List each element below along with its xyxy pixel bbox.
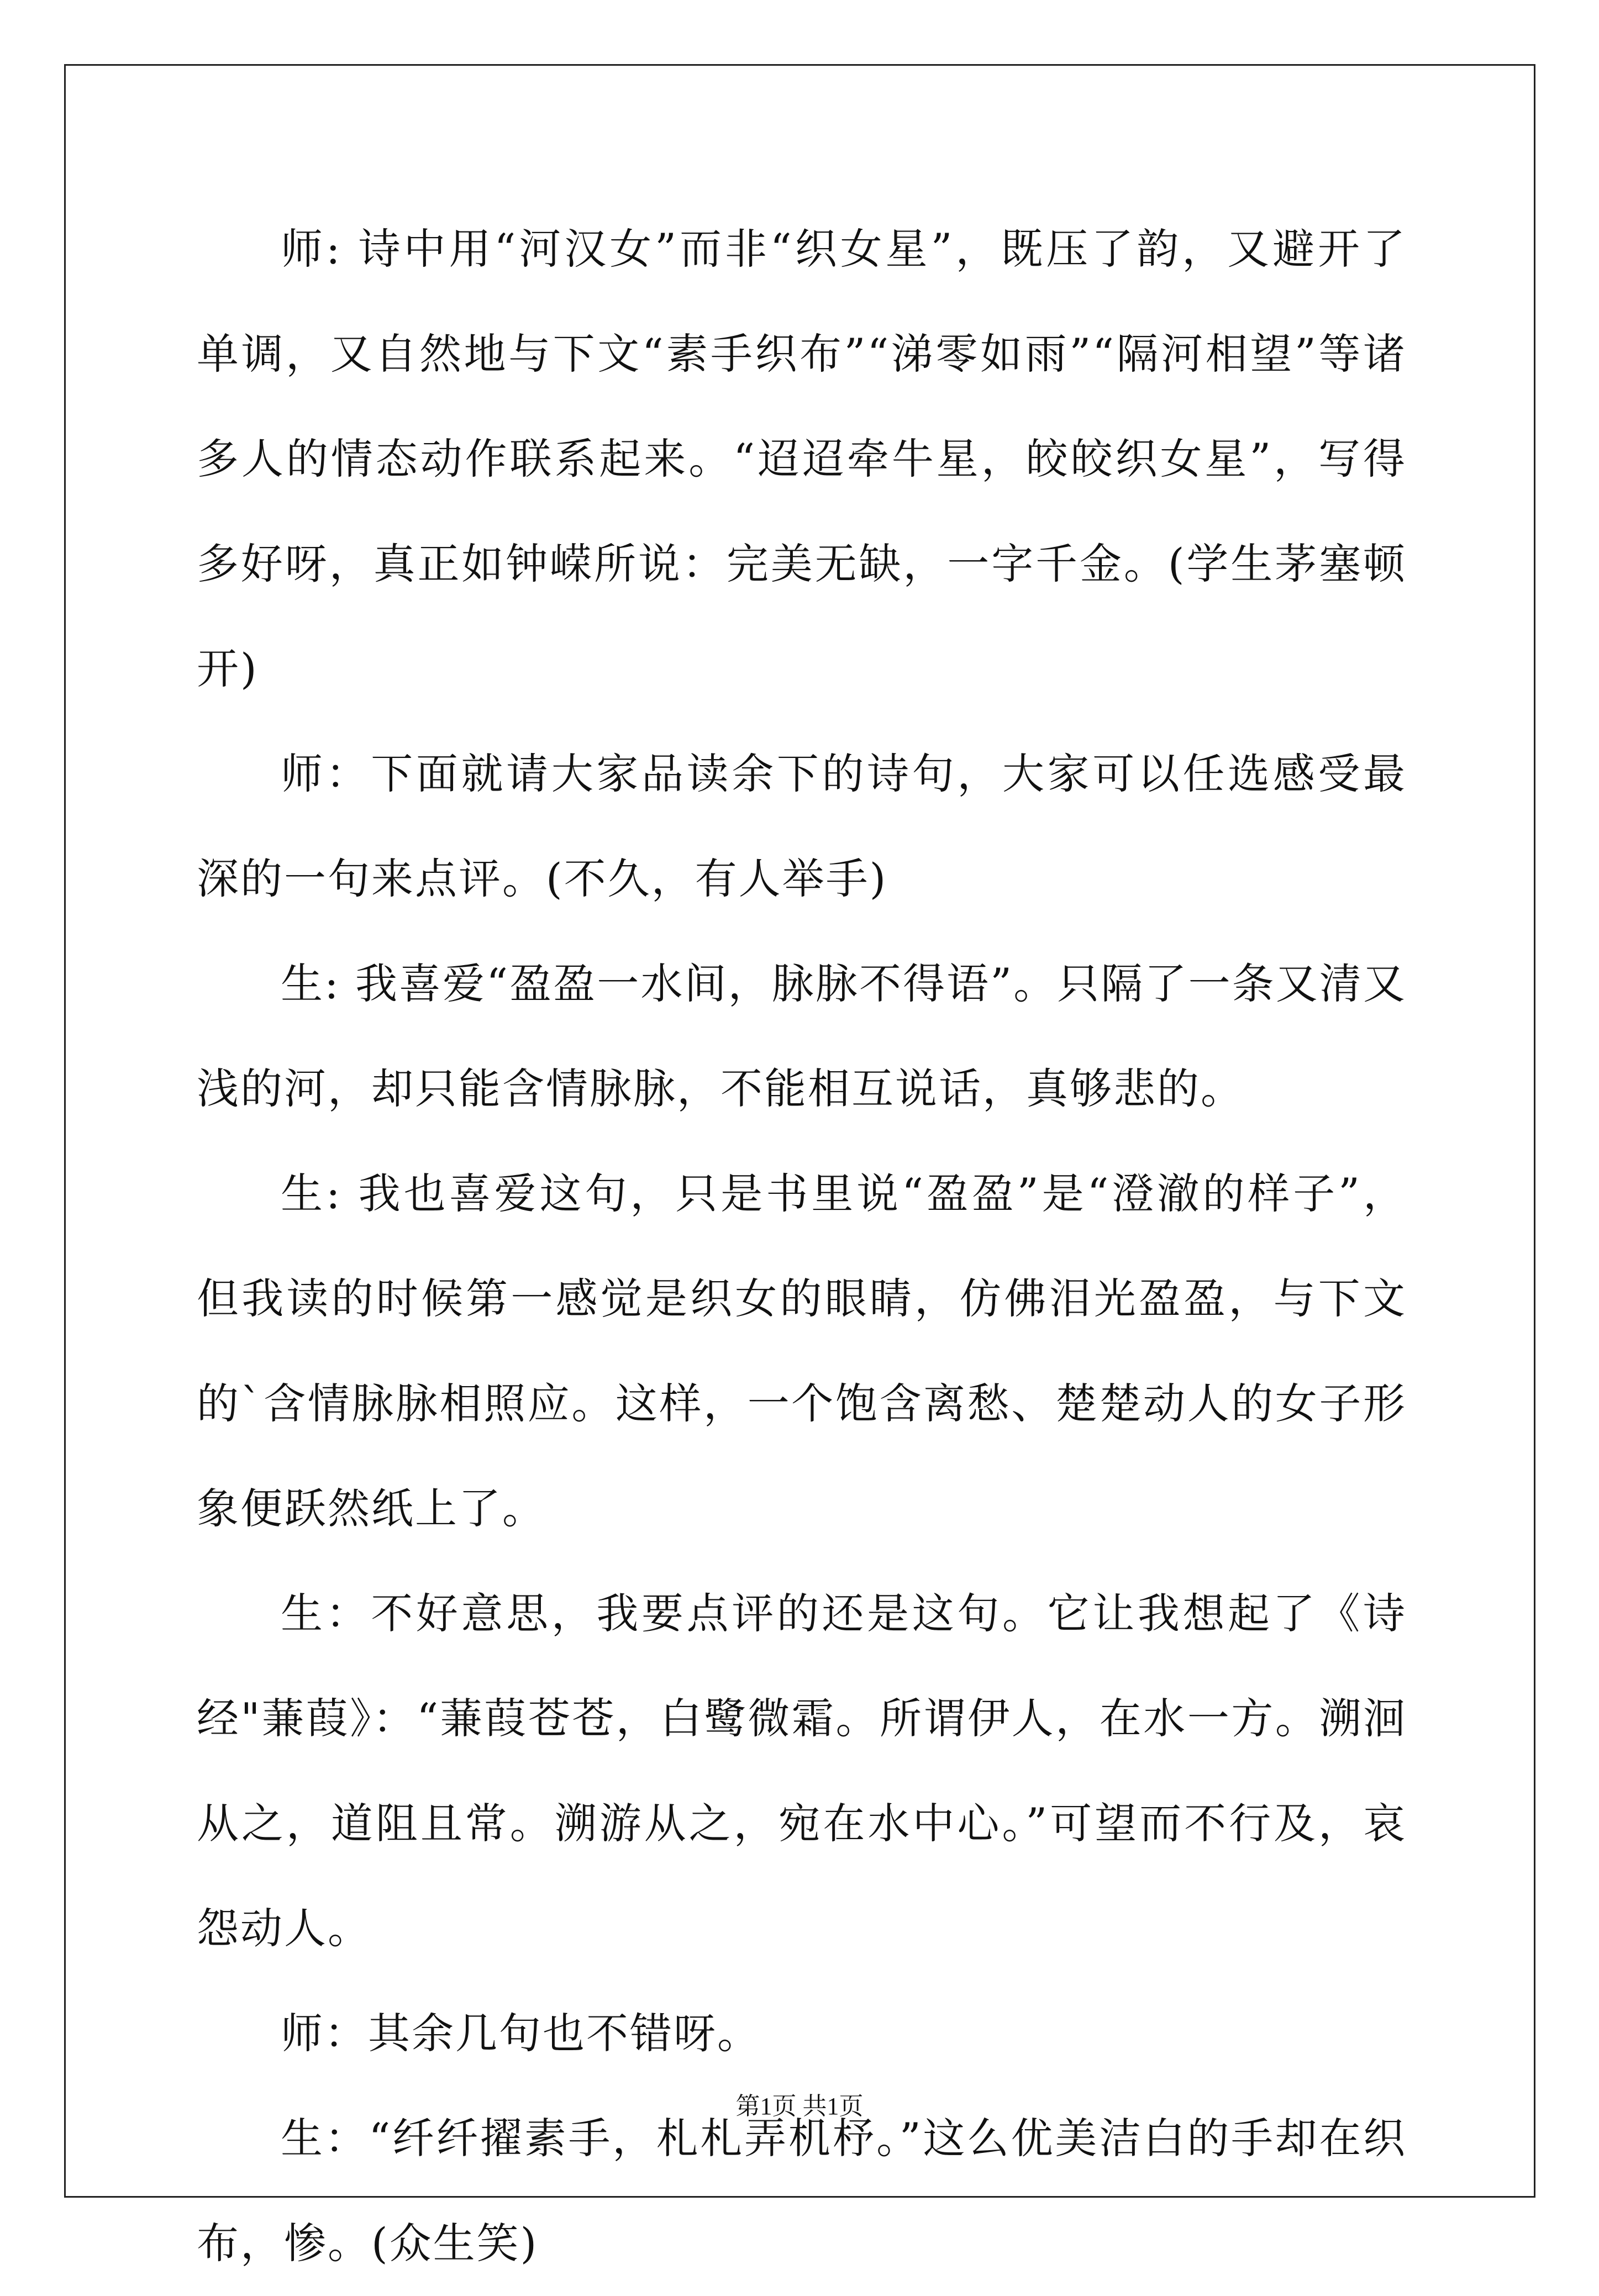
paragraph: 师：下面就请大家品读余下的诗句，大家可以任选感受最深的一句来点评。(不久，有人举手) — [197, 749, 1407, 903]
paragraph: 师：其余几句也不错呀。 — [281, 2009, 761, 2058]
document-body — [197, 197, 1407, 2296]
paragraph: 生：不好意思，我要点评的还是这句。它让我想起了《诗经"蒹葭》：“蒹葭苍苍，白鹭微霜。所谓伊人，在水一方。溯洄从之，道阻且常。溯游从之，宛在水中心。”可望而不行及，哀怨动人。 — [197, 1589, 1407, 1953]
paragraph: 生: 我喜爱“盈盈一水间，脉脉不得语”。只隔了一条又清又浅的河，却只能含情脉脉，不能相互说话，真够悲的。 — [197, 959, 1407, 1113]
page-footer: 第1页 共1页 — [735, 2093, 864, 2120]
paragraph: 师: 诗中用“河汉女”而非“织女星”，既压了韵，又避开了单调，又自然地与下文“素手织布”“涕零如雨”“隔河相望”等诸多人的情态动作联系起来。“迢迢牵牛星，皎皎织女星”，写得多好呀，真正如钟嵘所说：完美无缺，一字千金。(学生茅塞顿开) — [197, 224, 1407, 693]
paragraph: 生：“纤纤擢素手，札札弄机杼。”这么优美洁白的手却在织布，惨。(众生笑) — [197, 2114, 1407, 2268]
paragraph: 生: 我也喜爱这句，只是书里说“盈盈”是“澄澈的样子”，但我读的时候第一感觉是织女的眼睛，仿佛泪光盈盈，与下文的`含情脉脉相照应。这样，一个饱含离愁、楚楚动人的女子形象便跃然纸上了。 — [197, 1169, 1407, 1533]
